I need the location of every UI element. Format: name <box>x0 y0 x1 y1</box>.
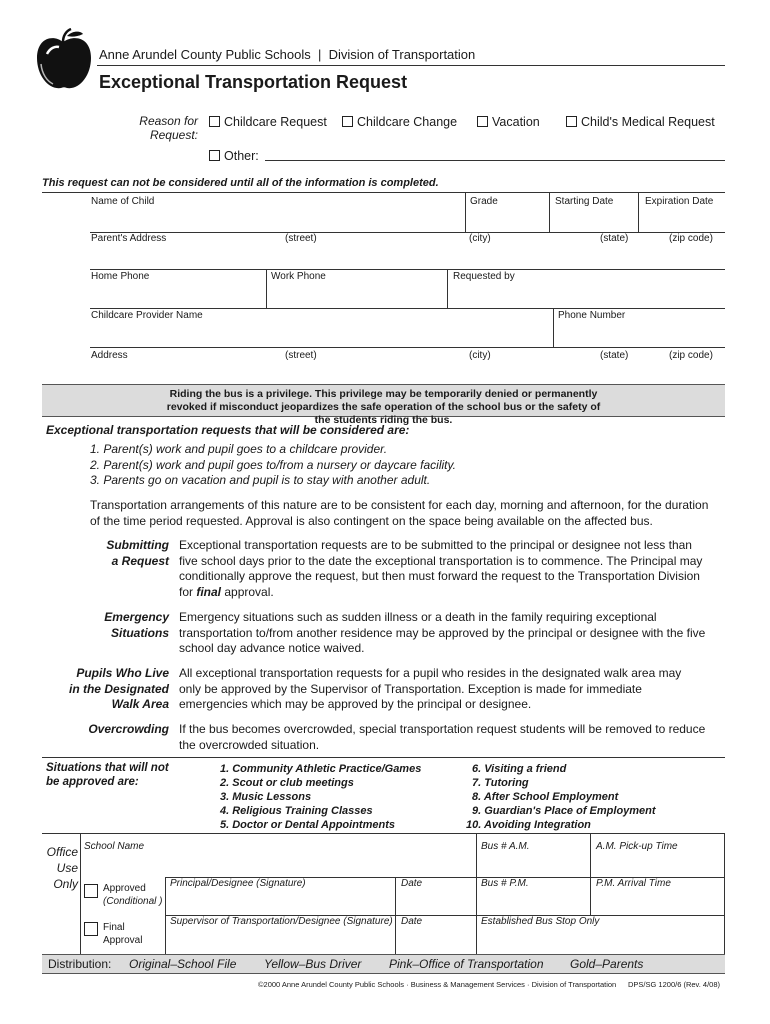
approved-checkbox[interactable] <box>84 884 98 898</box>
vacation-label: Vacation <box>492 115 540 129</box>
apple-logo-icon <box>33 28 93 94</box>
office-use-label: Office Use Only <box>46 845 78 891</box>
will-not-emph: will not <box>129 762 169 774</box>
distribution-item: Original–School File <box>129 957 237 971</box>
distribution-bar <box>42 954 725 974</box>
provider-street-label: (street) <box>285 350 317 361</box>
considered-heading: Exceptional transportation requests that will be considered are: <box>46 423 410 437</box>
list-item: 8. After School Employment <box>472 791 619 803</box>
final-approval-label <box>103 922 142 947</box>
list-item: 10. Avoiding Integration <box>466 819 591 831</box>
provider-name-field[interactable]: Childcare Provider Name <box>91 310 203 321</box>
reason-other[interactable] <box>209 149 259 163</box>
walk-area-text: All exceptional transportation requests for a pupil who resides in the designated walk area may only be approved by the Supervisor of Transportation. Exception is made for immediate emergencies which may be approved by the principal or designee. <box>179 666 682 711</box>
reason-medical[interactable] <box>566 115 715 129</box>
header-rule <box>97 65 725 66</box>
list-item: 2. Scout or club meetings <box>220 777 354 789</box>
submitting-text-body: Exceptional transportation requests are to be submitted to the principal or designee not less than five school days prior to the date the exceptional transportation is to commence. The Principal may conditionally approve the request, but then must forward the request to the Transportation Division for <box>179 538 703 599</box>
not-approved-heading <box>46 761 169 789</box>
parents-street-label: (street) <box>285 233 317 244</box>
am-pickup-field[interactable]: A.M. Pick-up Time <box>596 841 678 852</box>
submitting-text-end: approval. <box>221 584 274 599</box>
conditional-text: (Conditional ) <box>103 895 163 907</box>
home-phone-field[interactable]: Home Phone <box>91 271 150 282</box>
medical-request-label: Child's Medical Request <box>581 115 715 129</box>
childcare-change-label: Childcare Change <box>357 115 458 129</box>
school-name-field[interactable]: School Name <box>84 841 145 852</box>
org-line: Anne Arundel County Public Schools | Division of Transportation <box>99 47 476 62</box>
supervisor-signature-field[interactable]: Supervisor of Transportation/Designee (Signature) <box>170 916 393 927</box>
overcrowding-text: If the bus becomes overcrowded, special transportation request students will be removed to reduce the overcrowded situation. <box>179 722 706 752</box>
distribution-item: Yellow–Bus Driver <box>264 957 362 971</box>
work-phone-field[interactable]: Work Phone <box>271 271 326 282</box>
bus-am-field[interactable]: Bus # A.M. <box>481 841 530 852</box>
privilege-text: Riding the bus is a privilege. This privilege may be temporarily denied or permanently revoked if misconduct jeopardizes the safe operation of the school bus or the safety of the students riding the bus. <box>166 388 601 426</box>
approved-label <box>103 883 162 908</box>
provider-zip-label: (zip code) <box>669 350 713 361</box>
bus-stop-field[interactable]: Established Bus Stop Only <box>481 916 600 927</box>
distribution-label: Distribution: <box>48 957 112 971</box>
principal-date-field[interactable]: Date <box>401 878 423 889</box>
not-approved-heading-a: Situations that <box>46 762 130 774</box>
pm-arrival-field[interactable]: P.M. Arrival Time <box>596 878 671 889</box>
emergency-label: Emergency Situations <box>104 610 169 640</box>
not-approved-list-2 <box>466 762 656 832</box>
not-approved-list-1 <box>220 762 421 832</box>
list-item: 5. Doctor or Dental Appointments <box>220 819 395 831</box>
parents-address-field[interactable]: Parent's Address <box>91 233 167 244</box>
childcare-request-label: Childcare Request <box>224 115 327 129</box>
other-label: Other: <box>224 149 259 163</box>
list-item: 9. Guardian's Place of Employment <box>472 805 656 817</box>
parents-state-label: (state) <box>600 233 629 244</box>
bus-pm-field[interactable]: Bus # P.M. <box>481 878 529 889</box>
phone-number-field[interactable]: Phone Number <box>558 310 626 321</box>
not-approved-heading-b: be approved are: <box>46 776 139 788</box>
checkbox-childcare-change[interactable] <box>342 116 353 127</box>
final-approval-checkbox[interactable] <box>84 922 98 936</box>
privilege-banner <box>42 384 725 426</box>
principal-signature-field[interactable]: Principal/Designee (Signature) <box>170 878 306 889</box>
list-item: 3. Music Lessons <box>220 791 312 803</box>
expiration-date-field[interactable]: Expiration Date <box>645 196 714 207</box>
name-of-child-field[interactable]: Name of Child <box>91 196 155 207</box>
provider-state-label: (state) <box>600 350 629 361</box>
checkbox-vacation[interactable] <box>477 116 488 127</box>
submitting-label: Submitting a Request <box>106 538 169 568</box>
final-text: Final <box>103 922 125 933</box>
distribution-item: Gold–Parents <box>570 957 644 971</box>
form-number: DPS/SG 1200/6 (Rev. 4/08) <box>628 980 720 989</box>
reason-childcare-request[interactable] <box>209 115 327 129</box>
starting-date-field[interactable]: Starting Date <box>555 196 614 207</box>
provider-city-label: (city) <box>469 350 491 361</box>
list-item: 4. Religious Training Classes <box>220 805 373 817</box>
provider-address-field[interactable]: Address <box>91 350 128 361</box>
reason-label: Reason for Request: <box>139 114 198 142</box>
grade-field[interactable]: Grade <box>470 196 498 207</box>
reason-childcare-change[interactable] <box>342 115 457 129</box>
overcrowding-label: Overcrowding <box>88 722 169 736</box>
list-item: 1. Community Athletic Practice/Games <box>220 763 422 775</box>
approval-text: Approval <box>103 934 143 946</box>
completion-notice: This request can not be considered until all of the information is completed. <box>42 177 439 189</box>
checkbox-other[interactable] <box>209 150 220 161</box>
logo <box>33 28 93 94</box>
reason-vacation[interactable] <box>477 115 540 129</box>
supervisor-date-field[interactable]: Date <box>401 916 423 927</box>
emergency-text: Emergency situations such as sudden illness or a death in the family requiring exceptional transportation to/from another residence may be approved by the principal or designee with the five school day advance notice waived. <box>179 610 706 655</box>
considered-list <box>90 442 456 489</box>
submitting-text-emph: final <box>196 584 222 599</box>
list-item: 6. Visiting a friend <box>472 763 567 775</box>
approved-text: Approved <box>103 883 146 894</box>
other-input-line[interactable] <box>265 160 725 161</box>
parents-zip-label: (zip code) <box>669 233 713 244</box>
considered-item: 2. Parent(s) work and pupil goes to/from a nursery or daycare facility. <box>90 457 456 472</box>
checkbox-medical-request[interactable] <box>566 116 577 127</box>
checkbox-childcare-request[interactable] <box>209 116 220 127</box>
considered-item: 1. Parent(s) work and pupil goes to a childcare provider. <box>90 442 388 456</box>
not-approved-rule <box>42 757 725 758</box>
walk-area-label: Pupils Who Live in the Designated Walk Area <box>68 666 169 711</box>
distribution-item: Pink–Office of Transportation <box>389 957 544 971</box>
consistency-paragraph: Transportation arrangements of this nature are to be consistent for each day, morning and afternoon, for the duration of the time period requested. Approval is also contingent on the space being available on the affected bus. <box>90 498 709 528</box>
requested-by-field[interactable]: Requested by <box>453 271 515 282</box>
parents-city-label: (city) <box>469 233 491 244</box>
considered-item: 3. Parents go on vacation and pupil is to stay with another adult. <box>90 473 431 487</box>
list-item: 7. Tutoring <box>472 777 529 789</box>
copyright: ©2000 Anne Arundel County Public Schools · Business & Management Services · Division of Transportation <box>258 980 617 989</box>
form-title: Exceptional Transportation Request <box>99 72 408 92</box>
submitting-text <box>179 538 706 600</box>
